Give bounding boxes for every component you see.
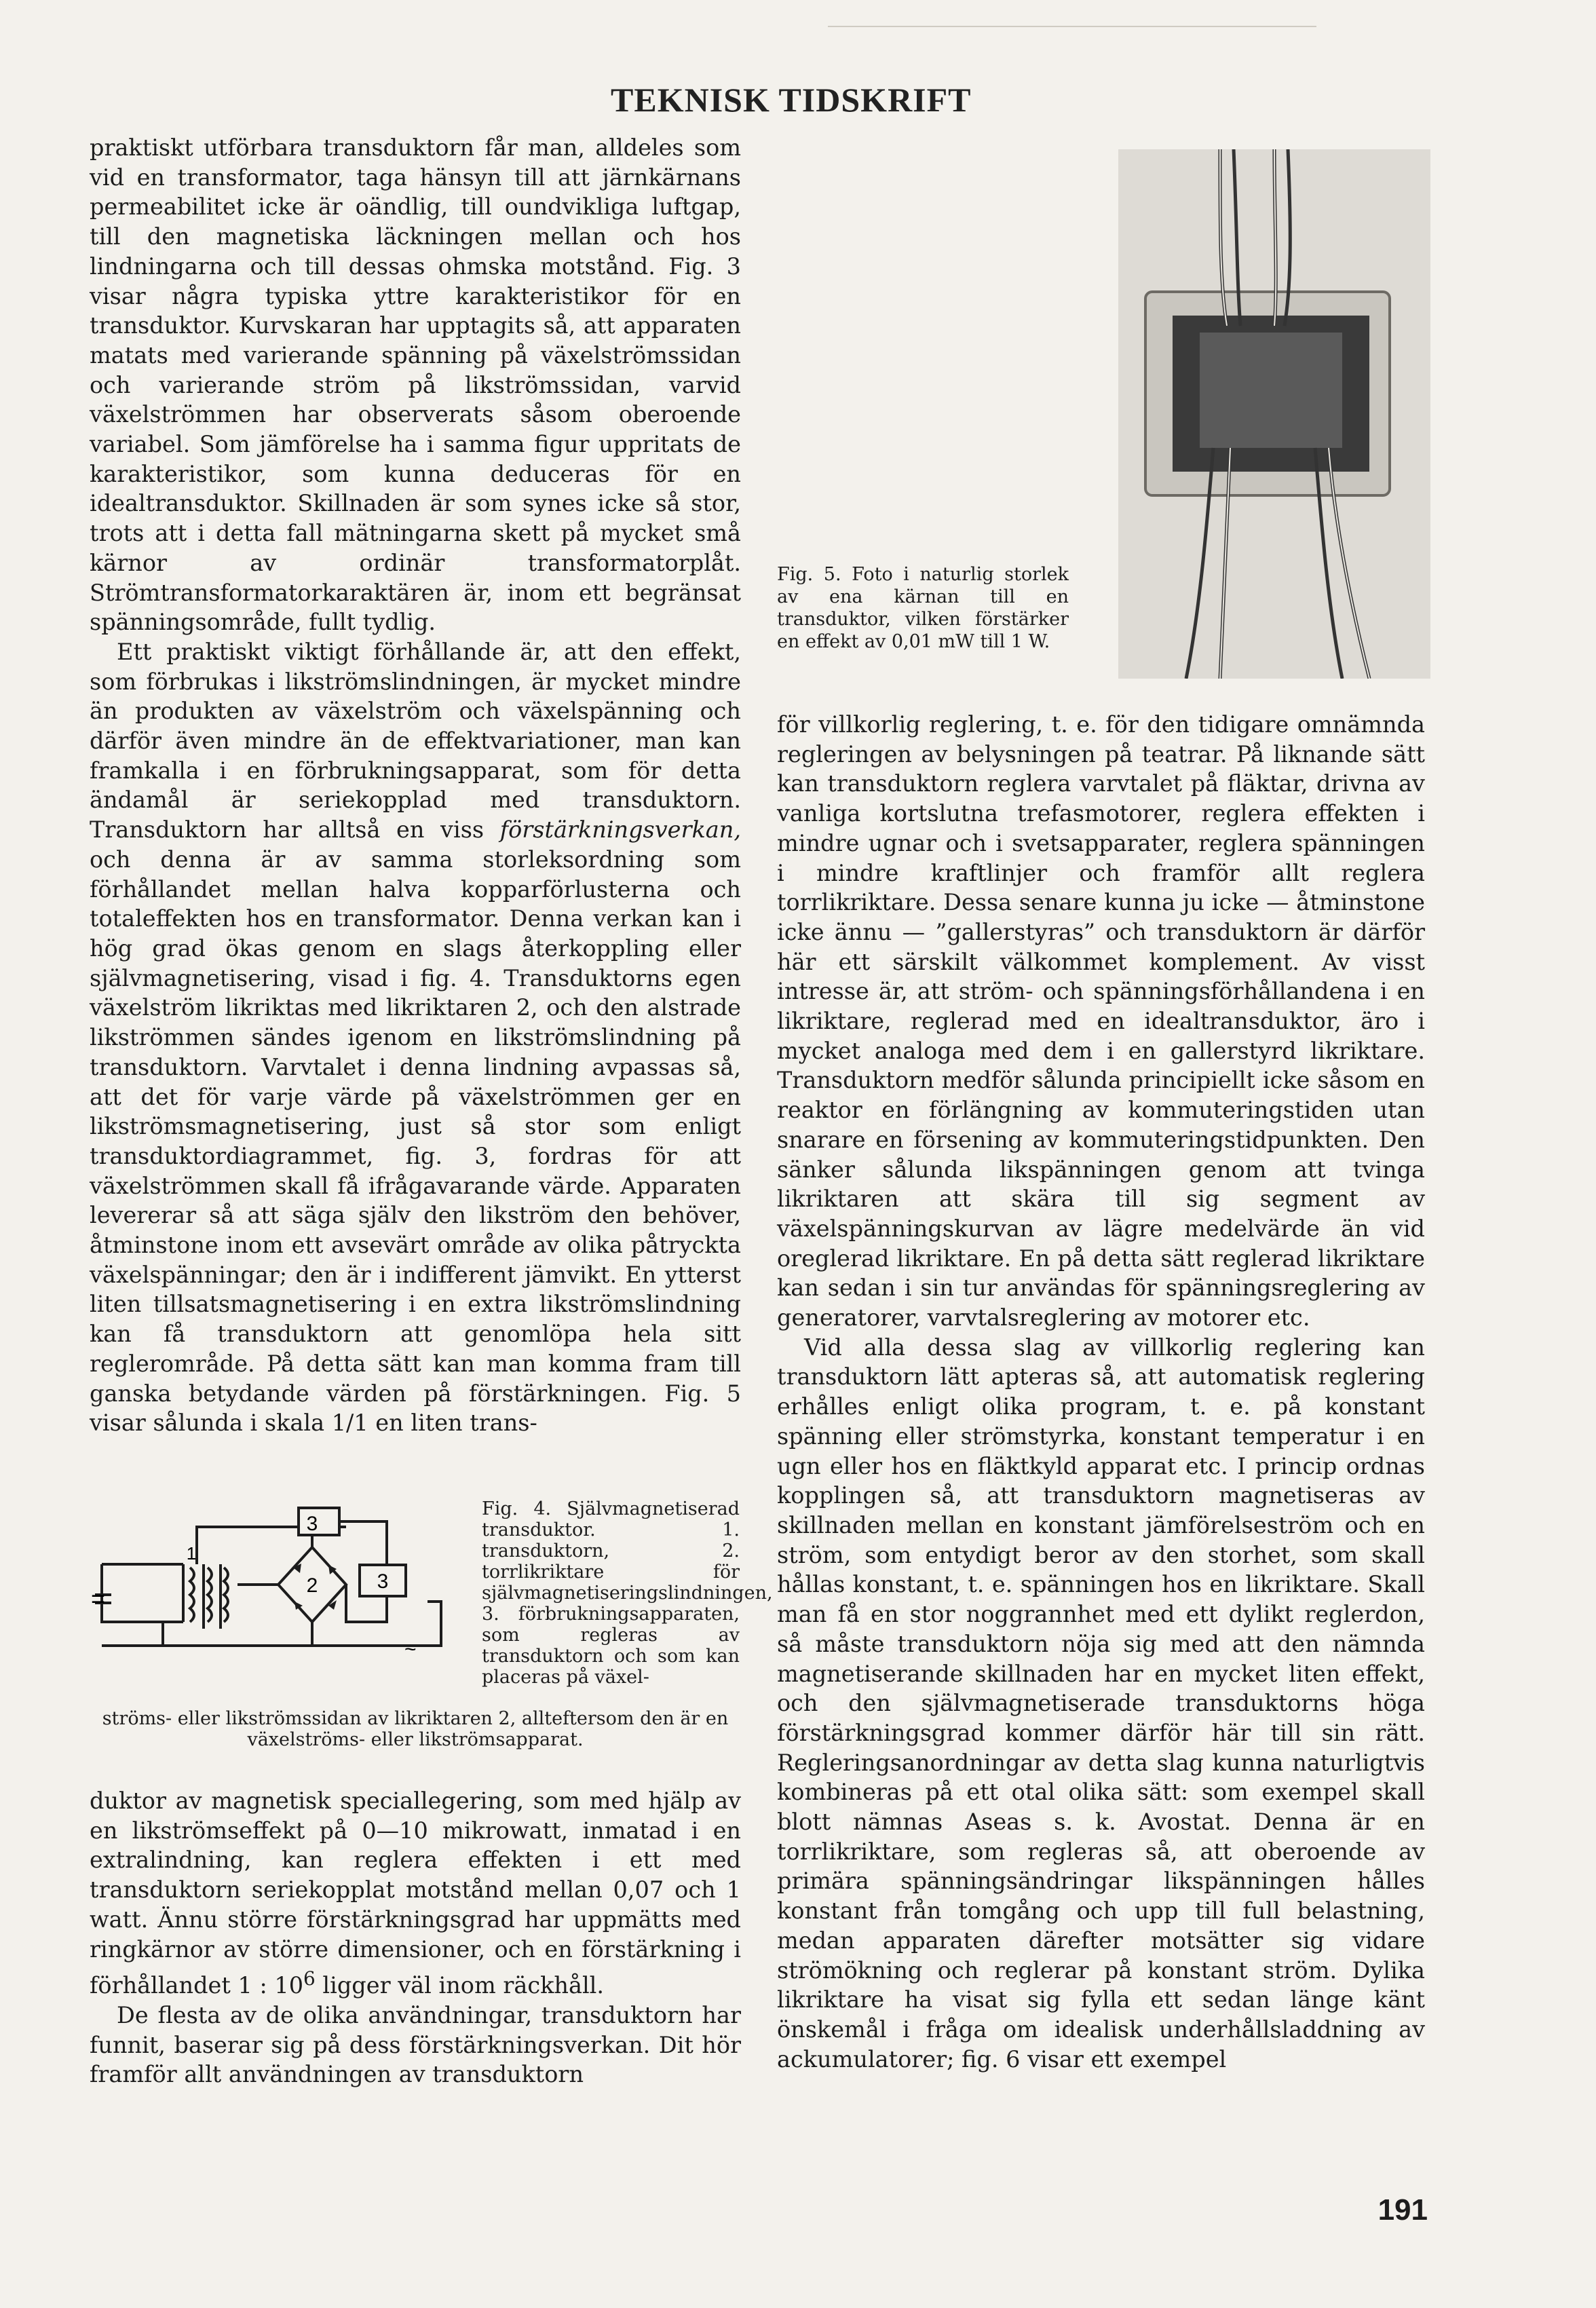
journal-title: TEKNISK TIDSKRIFT <box>611 81 972 119</box>
top-rule <box>828 26 1316 27</box>
label-3-top: 3 <box>306 1513 318 1535</box>
left-column-bottom <box>90 1786 741 2089</box>
label-2: 2 <box>306 1574 318 1597</box>
fig5-photo <box>1118 149 1430 679</box>
page-number: 191 <box>1378 2193 1428 2227</box>
left-column-top <box>90 133 741 1438</box>
fig4-circuit-diagram <box>88 1500 468 1676</box>
dc-symbol: = <box>91 1585 106 1612</box>
paragraph: för villkorlig reglering, t. e. för den tidigare omnämnda regleringen av belysningen på teatrar. På liknande sätt kan transduktorn reglera varvtalet på fläktar, drivna av vanliga kortslutna trefasmotorer, reglera effekten i mindre ugnar och i svetsapparater, reglera spänningen i mindre kraftlinjer och framför allt reglera torrlikriktare. Dessa senare kunna ju icke — åtminstone icke ännu — ”gallerstyras” och transduktorn är därför här ett särskilt välkommet komplement. Av visst intresse är, att ström- och spänningsförhållandena i en likriktare, reglerad med en idealtransduktor, äro i mycket analoga med dem i en gallerstyrd likriktare. Transduktorn medför sålunda principiellt icke såsom en reaktor en förlängning av kommuteringstiden utan snarare en försening av kommuteringstidpunkten. Den sänker sålunda likspänningen genom att tvinga likriktaren att skära till sig segment av växelspänningskurvan av lägre medelvärde än vid oreglerad likriktare. En på detta sätt reglerad likriktare kan sedan i sin tur användas för spänningsreglering av generatorer, varvtalsreglering av motorer etc. <box>777 711 1425 1331</box>
label-3-right: 3 <box>377 1570 389 1593</box>
fig5-caption: Fig. 5. Foto i naturlig storlek av ena kärnan till en transduktor, vilken förstärker en effekt av 0,01 mW till 1 W. <box>777 564 1069 652</box>
ac-symbol: ~ <box>404 1638 417 1661</box>
paragraph: Vid alla dessa slag av villkorlig reglering kan transduktorn lätt apteras så, att automatisk reglering erhålles enligt olika program, t. e. på konstant spänning eller strömstyrka, konstant temperatur i en ugn eller hos en fläktkyld apparat etc. I princip ordnas kopplingen så, att transduktorn magnetiseras av skillnaden mellan en konstant jämförelseström och en ström, som entydigt beror av den storhet, som skall hållas konstant, t. e. spänningen hos en likriktare. Skall man få en stor noggrannhet med ett dylikt reglerdon, så måste transduktorn nöja sig med att den nämnda magnetiserande skillnaden har en mycket liten effekt, och den självmagnetiserade transduktorns höga förstärkningsgrad kommer därför här till sin rätt. Regleringsanordningar av detta slag kunna naturligtvis kombineras på ett otal olika sätt: som exempel skall blott nämnas Aseas s. k. Avostat. Denna är en torrlikriktare, som regleras så, att oberoende av primära spänningsändringar likspänningen hålles konstant från tomgång och upp till full belastning, medan apparaten därefter motsätter sig vidare strömökning och reglerar på konstant ström. Dylika likriktare ha visat sig fylla ett sedan länge känt önskemål i fråga om idealisk underhållsladdning av ackumulatorer; fig. 6 visar ett exempel <box>777 1333 1425 2073</box>
label-1: 1 <box>186 1543 197 1564</box>
emphasis: förstärkningsverkan, <box>499 816 741 844</box>
superscript: 6 <box>303 1967 316 1990</box>
paragraph: duktor av magnetisk speciallegering, som med hjälp av en likströmseffekt på 0—10 mikrowatt, inmatad i en extralindning, kan reglera effekten i ett med transduktorn seriekopplat motstånd mellan 0,07 och 1 watt. Ännu större förstärkningsgrad har uppmätts med ringkärnor av större dimensioner, och en förstärkning i förhållandet 1 : $10^6$ ligger väl inom räckhåll. <box>90 1787 741 1999</box>
fig4-caption: Fig. 4. Självmagnetiserad transduktor. 1. transduktorn, 2. torrlikriktare för självmagnetiseringslindningen, 3. förbrukningsapparaten, som regleras av transduktorn och som kan placeras på växel- <box>482 1498 773 1688</box>
fig4-caption-continued: ströms- eller likströmssidan av likriktaren 2, allteftersom den är en växelströms- eller likströmsapparat. <box>102 1708 729 1750</box>
paragraph: Ett praktiskt viktigt förhållande är, att den effekt, som förbrukas i likströmslindningen, är mycket mindre än produkten av växelström och växelspänning och därför även mindre än de effektvariationer, man kan framkalla i en förbrukningsapparat, som för detta ändamål är seriekopplad med transduktorn. Transduktorn har alltså en viss förstärkningsverkan, och denna är av samma storleksordning som förhållandet mellan halva kopparförlusterna och totaleffekten hos en transformator. Denna verkan kan i hög grad ökas genom en slags återkoppling eller självmagnetisering, visad i fig. 4. Transduktorns egen växelström likriktas med likriktaren 2, och den alstrade likströmmen sändes igenom en likströmslindning på transduktorn. Varvtalet i denna lindning avpassas så, att det för varje värde på växelströmmen ger en likströmsmagnetisering, just så stor som enligt transduktordiagrammet, fig. 3, fordras för att växelströmmen skall få ifrågavarande värde. Apparaten levererar så att säga själv den likström den behöver, åtminstone inom ett avsevärt område av olika påtryckta växelspänningar; den är i indifferent jämvikt. En ytterst liten tillsatsmagnetisering i en extra likströmslindning kan få transduktorn att genomlöpa hela sitt reglerområde. På detta sätt kan man komma fram till ganska betydande värden på förstärkningen. Fig. 5 visar sålunda i skala 1/1 en liten trans- <box>90 638 741 1437</box>
right-column <box>777 710 1425 2074</box>
paragraph: praktiskt utförbara transduktorn får man, alldeles som vid en transformator, taga hänsyn till att järnkärnans permeabilitet icke är oändlig, till oundvikliga luftgap, till den magnetiska läckningen mellan och hos lindningarna och till dessas ohmska motstånd. Fig. 3 visar några typiska yttre karakteristikor för en transduktor. Kurvskaran har upptagits så, att apparaten matats med varierande spänning på växelströmssidan och varierande ström på likströmssidan, varvid växelströmmen har observerats såsom oberoende variabel. Som jämförelse ha i samma figur uppritats de karakteristikor, som kunna deduceras för en idealtransduktor. Skillnaden är som synes icke så stor, trots att i detta fall mätningarna skett på mycket små kärnor av ordinär transformatorplåt. Strömtransformatorkaraktären är, inom ett begränsat spänningsområde, fullt tydlig. <box>90 134 741 636</box>
paragraph: De flesta av de olika användningar, transduktorn har funnit, baserar sig på dess förstärkningsverkan. Dit hör framför allt användningen av transduktorn <box>90 2002 741 2088</box>
